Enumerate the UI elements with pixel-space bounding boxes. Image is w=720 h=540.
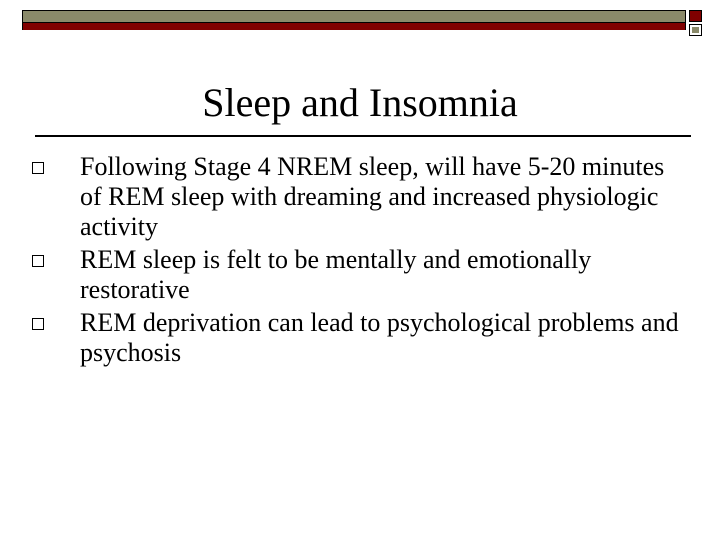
corner-square-icon (689, 24, 702, 36)
title-divider (35, 135, 691, 137)
maroon-stripe (23, 23, 685, 30)
hollow-square-icon (32, 318, 44, 330)
bullet-text: REM deprivation can lead to psychological problems and psychosis (80, 308, 679, 367)
hollow-square-icon (32, 255, 44, 267)
bullet-list (0, 152, 720, 371)
bullet-text: Following Stage 4 NREM sleep, will have 5-20 minutes of REM sleep with dreaming and increased physiologic activity (80, 152, 665, 241)
bullet-text: REM sleep is felt to be mentally and emotionally restorative (80, 245, 592, 304)
olive-stripe (23, 11, 685, 23)
bullet-item (0, 152, 680, 242)
top-decorative-bar (22, 10, 686, 30)
slide-title: Sleep and Insomnia (202, 80, 518, 125)
corner-square-icon (689, 10, 702, 22)
bullet-item (0, 308, 680, 368)
hollow-square-icon (32, 162, 44, 174)
bullet-item (0, 245, 680, 305)
